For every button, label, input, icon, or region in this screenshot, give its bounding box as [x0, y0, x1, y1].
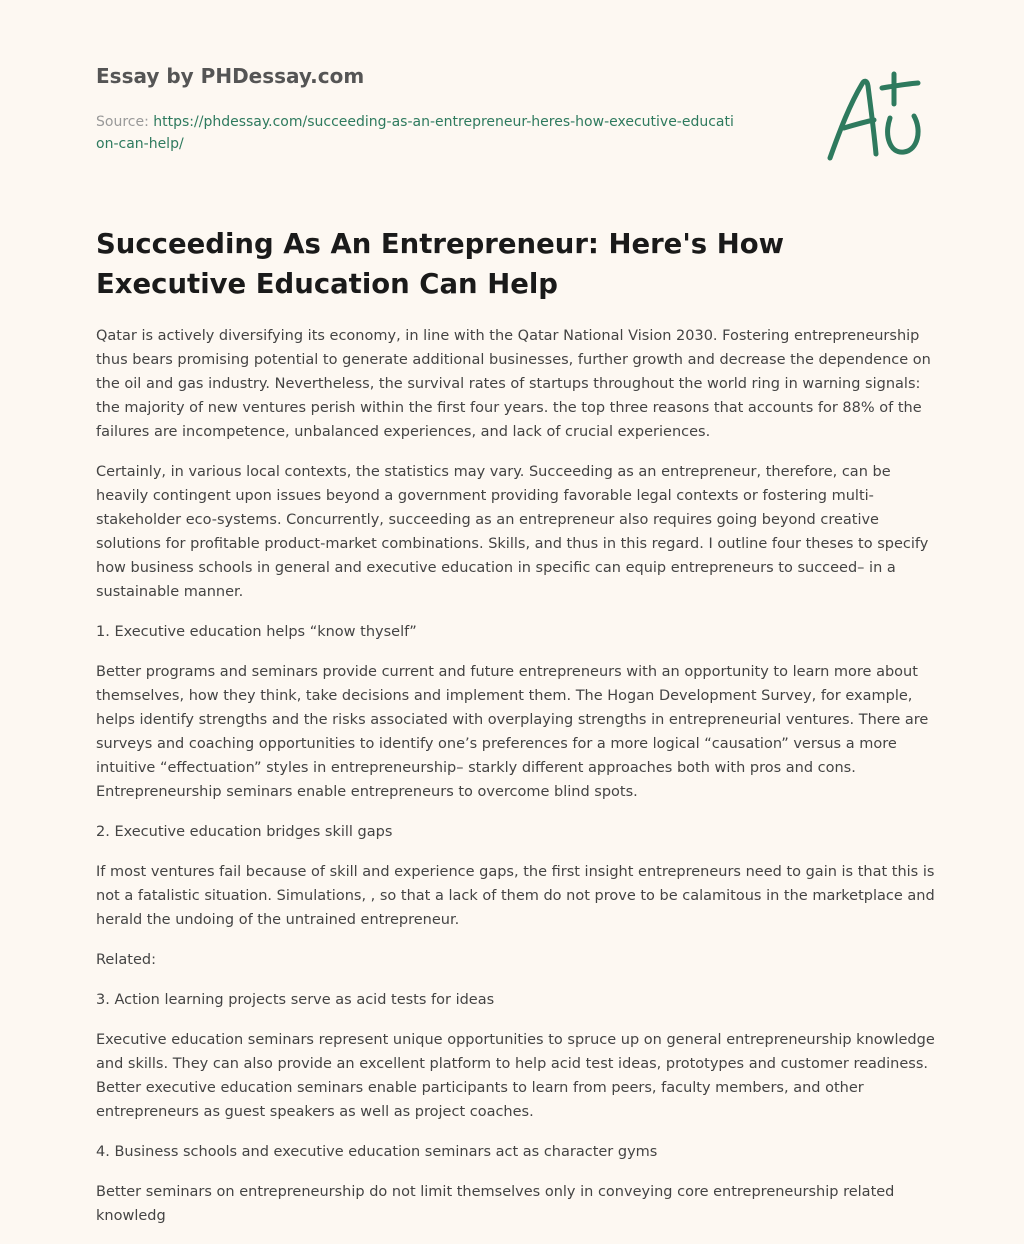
- paragraph: Better seminars on entrepreneurship do not limit themselves only in conveying core entrepreneurship related knowledg: [96, 1184, 895, 1224]
- paragraph: Better programs and seminars provide current and future entrepreneurs with an opportunity to learn more about themselves, how they think, take decisions and implement them. The Hogan Development Survey, for example, helps identify strengths and the risks associated with overplaying strengths in entrepreneurial ventures. There are surveys and coaching opportunities to identify one’s preferences for a more logical “causation” versus a more intuitive “effectuation” styles in entrepreneurship– starkly different approaches both with pros and cons. Entrepreneurship seminars enable entrepreneurs to overcome blind spots.: [96, 664, 929, 800]
- essay-body: [96, 324, 936, 1244]
- site-title: Essay by PHDessay.com: [96, 64, 365, 88]
- paragraph: If most ventures fail because of skill and experience gaps, the first insight entrepreneurs need to gain is that this is not a fatalistic situation. Simulations, , so that a lack of them do not prove to be calamitous in the marketplace and herald the undoing of the untrained entrepreneur.: [96, 864, 935, 928]
- paragraph: Certainly, in various local contexts, the statistics may vary. Succeeding as an entrepreneur, therefore, can be heavily contingent upon issues beyond a government providing favorable legal contexts or fostering multi-stakeholder eco-systems. Concurrently, succeeding as an entrepreneur also requires going beyond creative solutions for profitable product-market combinations. Skills, and thus in this regard. I outline four theses to specify how business schools in general and executive education in specific can equip entrepreneurs to succeed– in a sustainable manner.: [96, 464, 929, 600]
- source-label: Source:: [96, 114, 154, 130]
- paragraph: Executive education seminars represent unique opportunities to spruce up on general entrepreneurship knowledge and skills. They can also provide an excellent platform to help acid test ideas, prototypes and customer readiness. Better executive education seminars enable participants to learn from peers, faculty members, and other entrepreneurs as guest speakers as well as project coaches.: [96, 1032, 935, 1120]
- related-label: Related:: [96, 952, 156, 968]
- paragraph: Qatar is actively diversifying its economy, in line with the Qatar National Vision 2030. Fostering entrepreneurship thus bears promising potential to generate additional businesses, further growth and decrease the dependence on the oil and gas industry. Nevertheless, the survival rates of startups throughout the world ring in warning signals: the majority of new ventures perish within the first four years. the top three reasons that accounts for 88% of the failures are incompetence, unbalanced experiences, and lack of crucial experiences.: [96, 328, 931, 440]
- section-heading: 2. Executive education bridges skill gaps: [96, 824, 393, 840]
- section-heading: 1. Executive education helps “know thyself”: [96, 624, 417, 640]
- source-line: [96, 111, 736, 155]
- section-heading: 3. Action learning projects serve as acid tests for ideas: [96, 992, 495, 1008]
- essay-title: Succeeding As An Entrepreneur: Here's How Executive Education Can Help: [96, 228, 785, 300]
- section-heading: 4. Business schools and executive education seminars act as character gyms: [96, 1144, 658, 1160]
- a-plus-logo-icon: [824, 70, 928, 164]
- source-link[interactable]: https://phdessay.com/succeeding-as-an-entrepreneur-heres-how-executive-education-can-help/: [96, 114, 734, 152]
